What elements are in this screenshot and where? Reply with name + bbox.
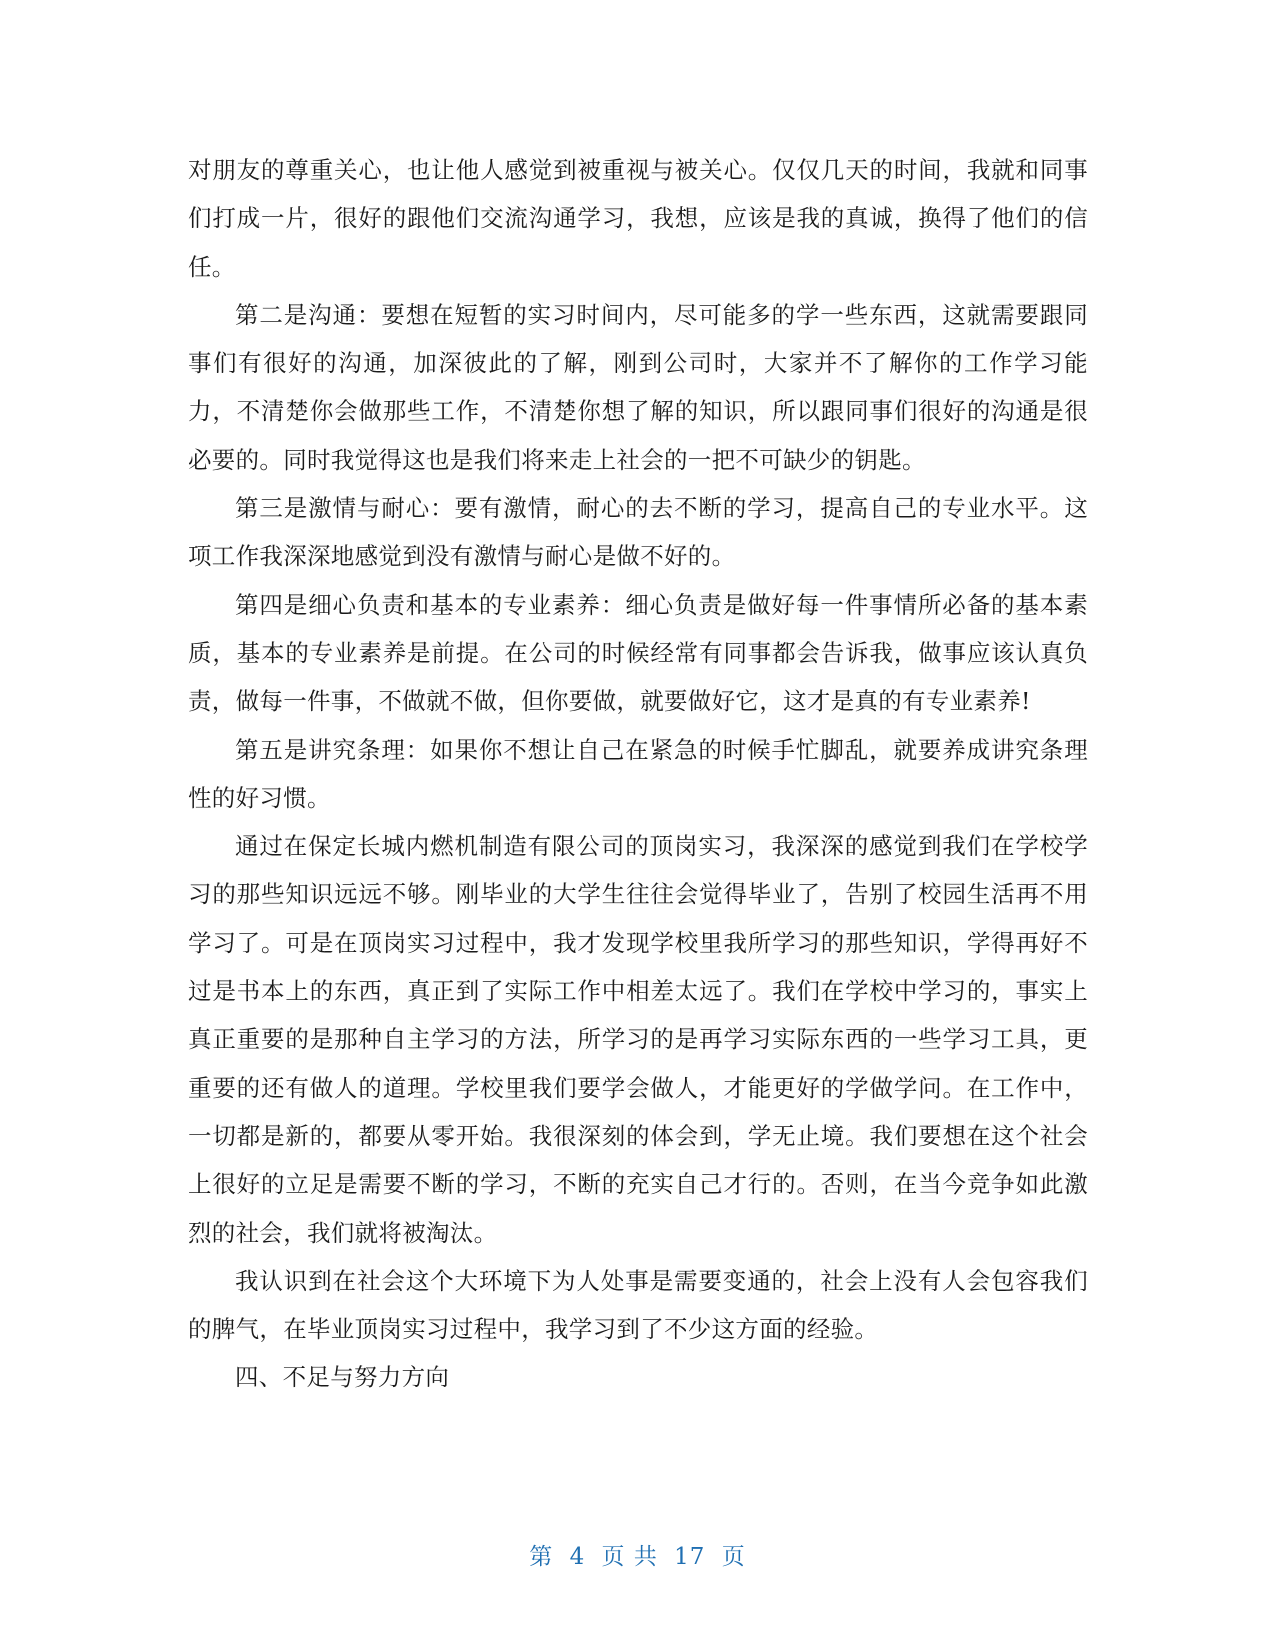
page-number-footer [0, 1538, 1275, 1571]
paragraph-organization: 第五是讲究条理：如果你不想让自己在紧急的时候手忙脚乱，就要养成讲究条理性的好习惯。 [188, 735, 1088, 812]
paragraph-internship-reflection: 通过在保定长城内燃机制造有限公司的顶岗实习，我深深的感觉到我们在学校学习的那些知识远远不够。刚毕业的大学生往往会觉得毕业了，告别了校园生活再不用学习了。可是在顶岗实习过程中，我才发现学校里我所学习的那些知识，学得再好不过是书本上的东西，真正到了实际工作中相差太远了。我们在学校中学习的，事实上真正重要的是那种自主学习的方法，所学习的是再学习实际东西的一些学习工具，更重要的还有做人的道理。学校里我们要学会做人，才能更好的学做学问。在工作中，一切都是新的，都要从零开始。我很深刻的体会到，学无止境。我们要想在这个社会上很好的立足是需要不断的学习，不断的充实自己才行的。否则，在当今竞争如此激烈的社会，我们就将被淘汰。 [188, 832, 1088, 1247]
paragraph-responsibility: 第四是细心负责和基本的专业素养：细心负责是做好每一件事情所必备的基本素质，基本的专业素养是前提。在公司的时候经常有同事都会告诉我，做事应该认真负责，做每一件事，不做就不做，但你要做，就要做好它，这才是真的有专业素养! [188, 590, 1088, 716]
footer-prefix: 第 [529, 1544, 554, 1570]
footer-suffix: 页 [721, 1544, 746, 1570]
footer-current-page: 4 [569, 1544, 586, 1570]
paragraph-communication: 第二是沟通：要想在短暂的实习时间内，尽可能多的学一些东西，这就需要跟同事们有很好的沟通，加深彼此的了解，刚到公司时，大家并不了解你的工作学习能力，不清楚你会做那些工作，不清楚你想了解的知识，所以跟同事们很好的沟通是很必要的。同时我觉得这也是我们将来走上社会的一把不可缺少的钥匙。 [188, 300, 1088, 474]
paragraph-passion-patience: 第三是激情与耐心：要有激情，耐心的去不断的学习，提高自己的专业水平。这项工作我深深地感觉到没有激情与耐心是做不好的。 [188, 494, 1088, 571]
footer-total-pages: 17 [674, 1544, 706, 1570]
footer-middle: 页 共 [601, 1544, 658, 1570]
paragraph-continuation: 对朋友的尊重关心，也让他人感觉到被重视与被关心。仅仅几天的时间，我就和同事们打成一片，很好的跟他们交流沟通学习，我想，应该是我的真诚，换得了他们的信任。 [188, 156, 1088, 281]
document-body [188, 146, 1088, 1402]
section-heading-shortcomings: 四、不足与努力方向 [235, 1363, 450, 1392]
paragraph-social-adaptation: 我认识到在社会这个大环境下为人处事是需要变通的，社会上没有人会包容我们的脾气，在毕业顶岗实习过程中，我学习到了不少这方面的经验。 [188, 1266, 1088, 1344]
